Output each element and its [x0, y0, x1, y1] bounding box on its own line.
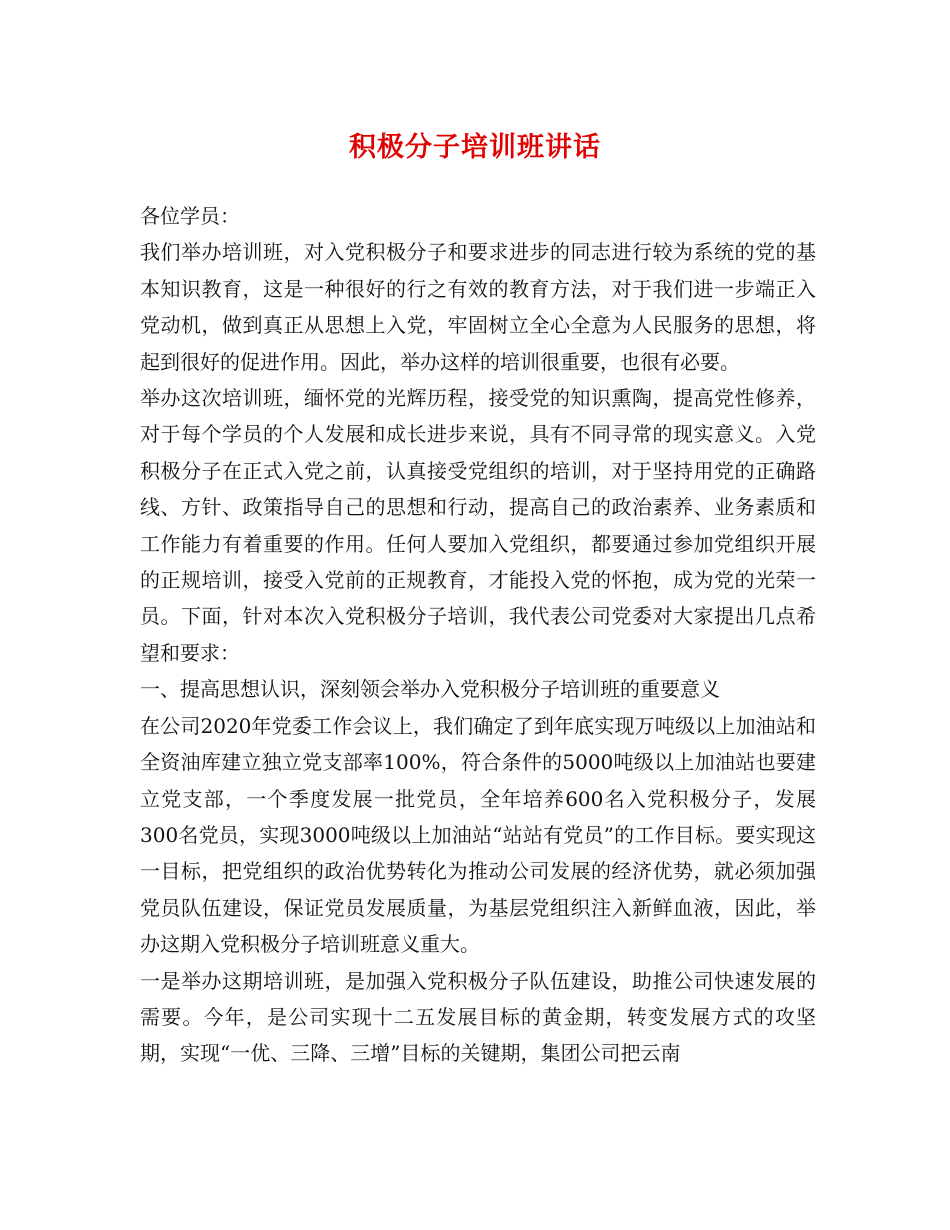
greeting-paragraph: 各位学员：: [140, 204, 240, 228]
section-heading: 一、提高思想认识，深刻领会举办入党积极分子培训班的重要意义: [140, 677, 720, 702]
body-paragraph: 我们举办培训班，对入党积极分子和要求进步的同志进行较为系统的党的基本知识教育，这是一种很好的行之有效的教育方法，对于我们进一步端正入党动机，做到真正从思想上入党，牢固树立全心全意为人民服务的思想，将起到很好的促进作用。因此，举办这样的培训很重要，也很有必要。: [140, 240, 816, 374]
body-paragraph: 举办这次培训班，缅怀党的光辉历程，接受党的知识熏陶，提高党性修养，对于每个学员的个人发展和成长进步来说，具有不同寻常的现实意义。入党积极分子在正式入党之前，认真接受党组织的培训，对于坚持用党的正确路线、方针、政策指导自己的思想和行动，提高自己的政治素养、业务素质和工作能力有着重要的作用。任何人要加入党组织，都要通过参加党组织开展的正规培训，接受入党前的正规教育，才能投入党的怀抱，成为党的光荣一员。下面，针对本次入党积极分子培训，我代表公司党委对大家提出几点希望和要求：: [140, 386, 816, 665]
document-body: [140, 198, 816, 1072]
document-title: 积极分子培训班讲话: [349, 132, 601, 163]
body-paragraph: 在公司2020年党委工作会议上，我们确定了到年底实现万吨级以上加油站和全资油库建立独立党支部率100%，符合条件的5000吨级以上加油站也要建立党支部，一个季度发展一批党员，全年培养600名入党积极分子，发展300名党员，实现3000吨级以上加油站“站站有党员”的工作目标。要实现这一目标，把党组织的政治优势转化为推动公司发展的经济优势，就必须加强党员队伍建设，保证党员发展质量，为基层党组织注入新鲜血液，因此，举办这期入党积极分子培训班意义重大。: [140, 713, 816, 957]
body-paragraph: 一是举办这期培训班，是加强入党积极分子队伍建设，助推公司快速发展的需要。今年，是公司实现十二五发展目标的黄金期，转变发展方式的攻坚期，实现“一优、三降、三增”目标的关键期，集团公司把云南: [140, 968, 816, 1066]
